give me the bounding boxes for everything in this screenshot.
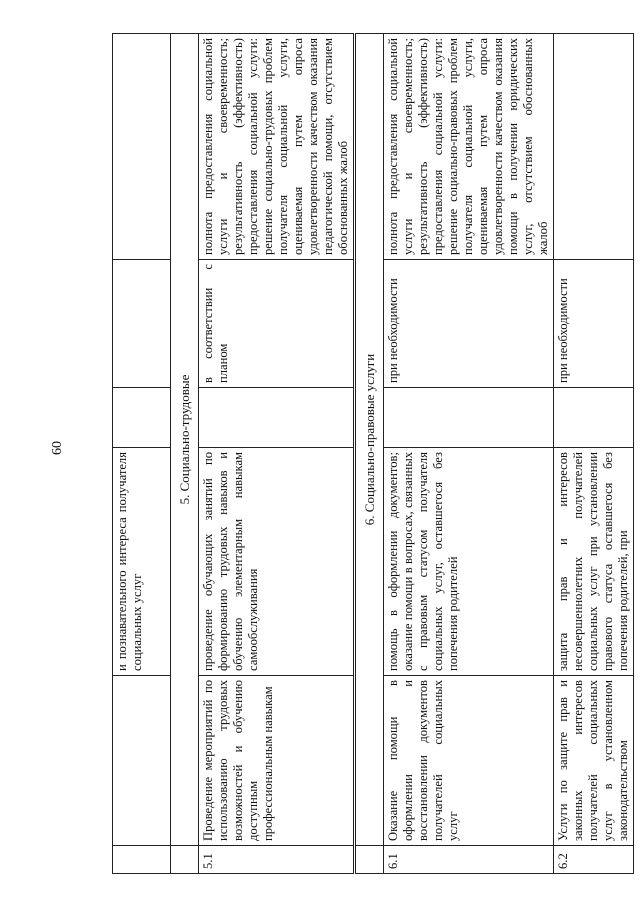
cell-indicators — [113, 34, 171, 260]
cell-description: защита прав и интересов несовершеннолетних получателей социальных услуг при установлении правового статуса оставшегося без попечения родителей, при — [554, 448, 634, 676]
cell-name: Оказание помощи в оформлении и восстановлении документов получателей социальных услуг — [384, 676, 554, 846]
section-header-row — [355, 34, 384, 874]
section-title: 6. Социально-правовые услуги — [355, 34, 384, 846]
table-row — [199, 34, 355, 874]
cell-indicators — [554, 34, 634, 260]
cell-num — [113, 846, 171, 874]
cell-volume — [113, 388, 171, 448]
cell-term: в соответствии с планом — [199, 260, 355, 388]
cell-volume — [384, 388, 554, 448]
cell-indicators: полнота предоставления социальной услуги и своевременность; результативность (эффективность) предоставления социальной услуги: решение социально-трудовых проблем получателя социальной услуги, оцениваемая путем опроса удовлетворенности качеством оказания педагогической помощи, отсутствием обоснованных жалоб — [199, 34, 355, 260]
cell-description: помощь в оформлении документов; оказание помощи в вопросах, связанных с правовым статусом получателя социальных услуг, оставшегося без попечения родителей — [384, 448, 554, 676]
cell-term: при необходимости — [384, 260, 554, 388]
rotated-table-content — [112, 34, 630, 874]
table-row — [384, 34, 554, 874]
rotated-table-frame — [112, 34, 630, 874]
cell-indicators: полнота предоставления социальной услуги и своевременность; результативность (эффективность) предоставления социальной услуги: решение социально-правовых проблем получателя социальной услуги, оцениваемая путем опроса удовлетворенности качеством оказания помощи в получении юридических услуг, отсутствием обоснованных жалоб — [384, 34, 554, 260]
cell-num: 5.1 — [199, 846, 355, 874]
table-row — [554, 34, 634, 874]
cell-name — [113, 676, 171, 846]
services-table — [112, 33, 634, 874]
cell-volume — [199, 388, 355, 448]
cell-term: при необходимости — [554, 260, 634, 388]
section-num-cell — [355, 846, 384, 874]
section-title: 5. Социально-трудовые — [171, 34, 199, 846]
cell-num: 6.2 — [554, 846, 634, 874]
cell-name: Проведение мероприятий по использованию трудовых возможностей и обучению доступным профессиональным навыкам — [199, 676, 355, 846]
cell-description: проведение обучающих занятий по формированию трудовых навыков и обучению элементарным навыкам самообслуживания — [199, 448, 355, 676]
cell-name: Услуги по защите прав и законных интересов получателей социальных услуг в установленном законодательством — [554, 676, 634, 846]
cell-description: и познавательного интереса получателя социальных услуг — [113, 448, 171, 676]
section-num-cell — [171, 846, 199, 874]
cell-volume — [554, 388, 634, 448]
table-row — [113, 34, 171, 874]
page-number: 60 — [50, 441, 65, 455]
cell-num: 6.1 — [384, 846, 554, 874]
section-header-row — [171, 34, 199, 874]
cell-term — [113, 260, 171, 388]
